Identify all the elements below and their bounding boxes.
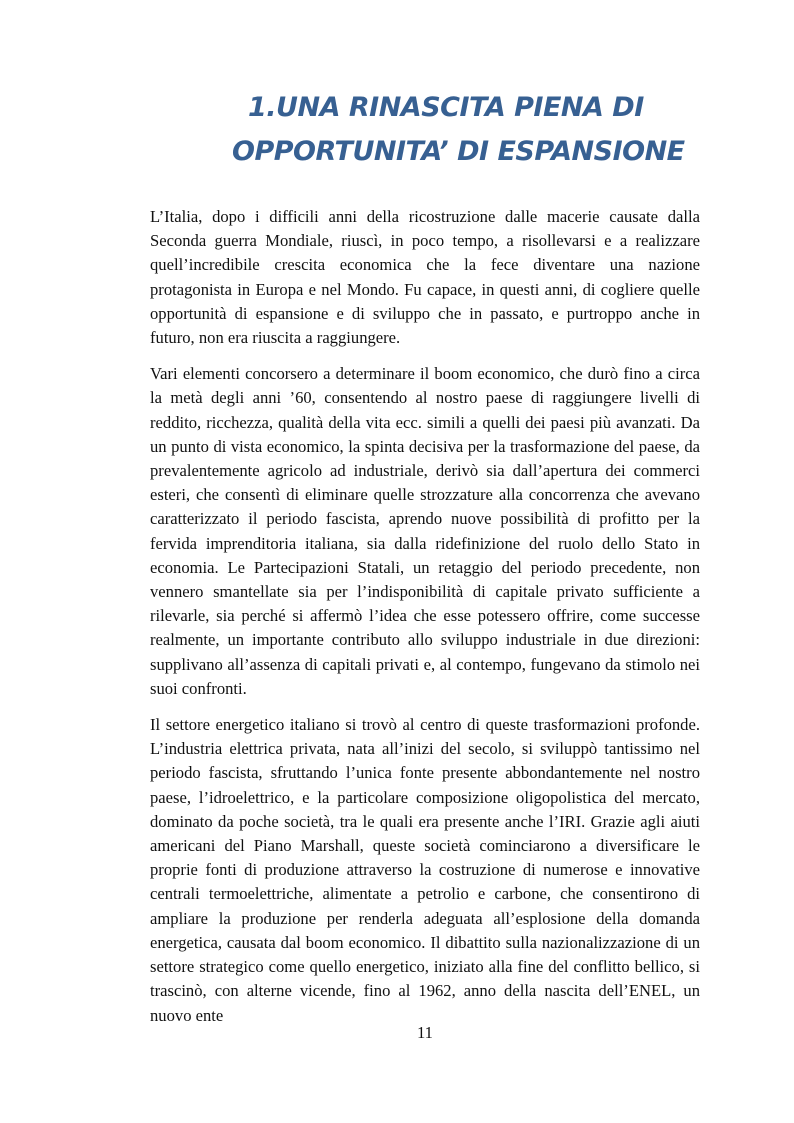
page-number: 11 [417, 1023, 433, 1042]
paragraph-3: Il settore energetico italiano si trovò al centro di queste trasformazioni profonde. L’industria elettrica privata, nata all’inizi del secolo, si sviluppò tantissimo nel periodo fascista, sfruttando l’unica fonte presente abbondantemente nel nostro paese, l’idroelettrico, e la particolare composizione oligopolistica del mercato, dominato da poche società, tra le quali era presente anche l’IRI. Grazie agli aiuti americani del Piano Marshall, queste società cominciarono a diversificare le proprie fonti di produzione attraverso la costruzione di numerose e innovative centrali termoelettriche, alimentate a petrolio e carbone, che consentirono di ampliare la produzione per renderla adeguata all’esplosione della domanda energetica, causata dal boom economico. Il dibattito sulla nazionalizzazione di un settore strategico come quello energetico, iniziato alla fine del conflitto bellico, si trascinò, con alterne vicende, fino al 1962, anno della nascita dell’ENEL, un nuovo ente [150, 715, 700, 1025]
chapter-heading-line-1: 1.UNA RINASCITA PIENA DI [248, 92, 644, 123]
chapter-heading-line-2: OPPORTUNITA’ DI ESPANSIONE [232, 136, 685, 167]
paragraph-2: Vari elementi concorsero a determinare il boom economico, che durò fino a circa la metà degli anni ’60, consentendo al nostro paese di raggiungere livelli di reddito, ricchezza, qualità della vita ecc. simili a quelli dei paesi più avanzati. Da un punto di vista economico, la spinta decisiva per la trasformazione del paese, da prevalentemente agricolo ad industriale, derivò sia dall’apertura dei commerci esteri, che consentì di eliminare quelle strozzature alla concorrenza che avevano caratterizzato il periodo fascista, aprendo nuove possibilità di profitto per la fervida imprenditoria italiana, sia dalla ridefinizione del ruolo dello Stato in economia. Le Partecipazioni Statali, un retaggio del periodo precedente, non vennero smantellate sia per l’indisponibilità di capitale privato sufficiente a rilevarle, sia perché si affermò l’idea che esse potessero offrire, come successe realmente, un importante contributo allo sviluppo industriale in due direzioni: supplivano all’assenza di capitali privati e, al contempo, fungevano da stimolo nei suoi confronti. [150, 364, 700, 698]
paragraph-1: L’Italia, dopo i difficili anni della ricostruzione dalle macerie causate dalla Seconda guerra Mondiale, riuscì, in poco tempo, a risollevarsi e a realizzare quell’incredibile crescita economica che la fece diventare una nazione protagonista in Europa e nel Mondo. Fu capace, in questi anni, di cogliere quelle opportunità di espansione e di sviluppo che in passato, e purtroppo anche in futuro, non era riuscita a raggiungere. [150, 207, 700, 348]
body-text [150, 205, 700, 1040]
